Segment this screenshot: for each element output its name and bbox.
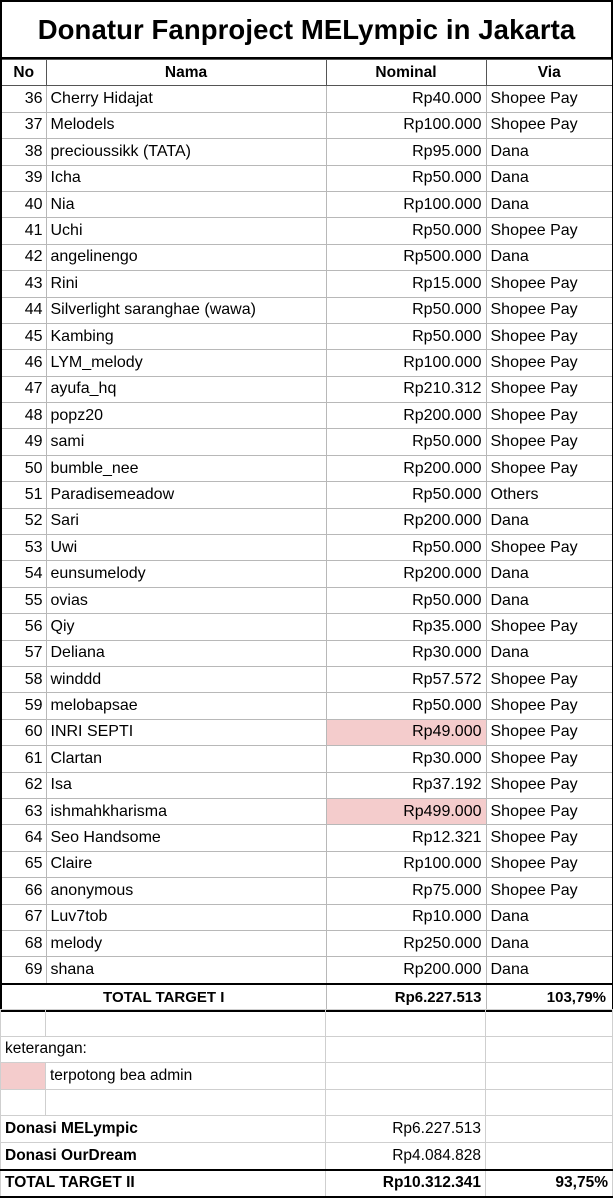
row-via[interactable]: Dana [486,139,613,165]
row-nama[interactable]: Cherry Hidajat [46,86,326,112]
row-via[interactable]: Shopee Pay [486,218,613,244]
row-nama[interactable]: Seo Handsome [46,825,326,851]
cell[interactable] [326,1036,486,1063]
legend-row [1,1063,613,1090]
row-nominal[interactable]: Rp500.000 [326,244,486,270]
row-nama[interactable]: Deliana [46,640,326,666]
total-target-2-row [1,1170,613,1198]
table-row [1,376,613,402]
row-nama[interactable]: sami [46,429,326,455]
table-row [1,244,613,270]
row-nama[interactable]: ovias [46,587,326,613]
row-nominal[interactable]: Rp100.000 [326,350,486,376]
donor-table [0,59,613,1012]
header-row [1,60,613,86]
row-nama[interactable]: anonymous [46,878,326,904]
table-row [1,86,613,112]
cell[interactable] [486,1116,613,1143]
table-row [1,825,613,851]
row-nama[interactable]: popz20 [46,403,326,429]
row-no[interactable]: 64 [1,825,46,851]
row-via[interactable]: Shopee Pay [486,746,613,772]
row-nama[interactable]: Nia [46,191,326,217]
row-nama[interactable]: Paradisemeadow [46,482,326,508]
legend-heading[interactable]: keterangan: [1,1036,326,1063]
table-row [1,746,613,772]
summary-label[interactable]: Donasi MELympic [1,1116,326,1143]
row-no[interactable]: 56 [1,614,46,640]
row-no[interactable]: 46 [1,350,46,376]
table-row [1,614,613,640]
summary-label[interactable]: Donasi OurDream [1,1142,326,1169]
col-header-via[interactable]: Via [486,60,613,86]
table-row [1,772,613,798]
row-nominal[interactable]: Rp50.000 [326,323,486,349]
row-no[interactable]: 54 [1,561,46,587]
row-nama[interactable]: melody [46,930,326,956]
cell[interactable] [46,1089,326,1116]
table-row [1,165,613,191]
row-nama[interactable]: Uwi [46,535,326,561]
total-target-1-percent[interactable]: 103,79% [486,984,613,1011]
cell[interactable] [326,1010,486,1037]
row-no[interactable]: 66 [1,878,46,904]
total-target-1-row [1,984,613,1011]
row-via[interactable]: Shopee Pay [486,403,613,429]
cell[interactable] [1,1089,46,1116]
table-row [1,350,613,376]
row-via[interactable]: Shopee Pay [486,429,613,455]
row-no[interactable]: 59 [1,693,46,719]
row-via[interactable]: Shopee Pay [486,112,613,138]
row-no[interactable]: 62 [1,772,46,798]
cell[interactable] [486,1089,613,1116]
row-no[interactable]: 57 [1,640,46,666]
row-no[interactable]: 67 [1,904,46,930]
row-nominal[interactable]: Rp50.000 [326,587,486,613]
total-target-2-percent[interactable]: 93,75% [486,1170,613,1198]
row-nominal[interactable]: Rp49.000 [326,719,486,745]
row-nama[interactable]: Rini [46,271,326,297]
total-target-2-nominal[interactable]: Rp10.312.341 [326,1170,486,1198]
legend-heading-row [1,1036,613,1063]
row-no[interactable]: 53 [1,535,46,561]
row-no[interactable]: 60 [1,719,46,745]
total-target-1-nominal[interactable]: Rp6.227.513 [326,984,486,1011]
table-row [1,271,613,297]
row-via[interactable]: Shopee Pay [486,719,613,745]
row-nominal[interactable]: Rp200.000 [326,561,486,587]
row-via[interactable]: Dana [486,191,613,217]
table-row [1,878,613,904]
row-no[interactable]: 44 [1,297,46,323]
row-nama[interactable]: Silverlight saranghae (wawa) [46,297,326,323]
table-row [1,403,613,429]
row-nominal[interactable]: Rp50.000 [326,429,486,455]
row-no[interactable]: 45 [1,323,46,349]
col-header-nama[interactable]: Nama [46,60,326,86]
table-row [1,323,613,349]
total-target-2-label[interactable]: TOTAL TARGET II [1,1170,326,1198]
table-row [1,904,613,930]
table-row [1,693,613,719]
row-nominal[interactable]: Rp50.000 [326,165,486,191]
col-header-nominal[interactable]: Nominal [326,60,486,86]
row-nominal[interactable]: Rp200.000 [326,957,486,984]
row-no[interactable]: 40 [1,191,46,217]
row-nama[interactable]: Sari [46,508,326,534]
row-nominal[interactable]: Rp50.000 [326,535,486,561]
row-nominal[interactable]: Rp250.000 [326,930,486,956]
blank-row [1,1010,613,1037]
row-no[interactable]: 48 [1,403,46,429]
table-row [1,297,613,323]
row-via[interactable]: Shopee Pay [486,271,613,297]
cell[interactable] [486,1010,613,1037]
row-via[interactable]: Dana [486,930,613,956]
row-no[interactable]: 43 [1,271,46,297]
table-row [1,640,613,666]
row-nama[interactable]: Uchi [46,218,326,244]
row-nominal[interactable]: Rp100.000 [326,191,486,217]
row-via[interactable]: Shopee Pay [486,666,613,692]
row-no[interactable]: 42 [1,244,46,270]
row-no[interactable]: 63 [1,798,46,824]
summary-table [0,1009,613,1198]
sheet-title: Donatur Fanproject MELympic in Jakarta [0,0,613,59]
row-nama[interactable]: Kambing [46,323,326,349]
table-row [1,429,613,455]
donor-rows [1,86,613,984]
row-nama[interactable]: LYM_melody [46,350,326,376]
row-via[interactable]: Dana [486,957,613,984]
table-row [1,957,613,984]
row-nama[interactable]: shana [46,957,326,984]
row-via[interactable]: Dana [486,165,613,191]
row-via[interactable]: Shopee Pay [486,323,613,349]
row-no[interactable]: 52 [1,508,46,534]
cell[interactable] [486,1063,613,1090]
row-no[interactable]: 65 [1,851,46,877]
row-via[interactable]: Shopee Pay [486,851,613,877]
summary-nominal[interactable]: Rp4.084.828 [326,1142,486,1169]
row-nominal[interactable]: Rp10.000 [326,904,486,930]
row-nama[interactable]: ayufa_hq [46,376,326,402]
row-via[interactable]: Shopee Pay [486,297,613,323]
row-nominal[interactable]: Rp75.000 [326,878,486,904]
row-nama[interactable]: Icha [46,165,326,191]
row-no[interactable]: 61 [1,746,46,772]
table-row [1,191,613,217]
row-nominal[interactable]: Rp30.000 [326,746,486,772]
table-row [1,112,613,138]
row-via[interactable]: Shopee Pay [486,878,613,904]
row-via[interactable]: Shopee Pay [486,772,613,798]
row-no[interactable]: 37 [1,112,46,138]
row-via[interactable]: Shopee Pay [486,455,613,481]
summary-nominal[interactable]: Rp6.227.513 [326,1116,486,1143]
summary-row-melympic [1,1116,613,1143]
col-header-no[interactable]: No [1,60,46,86]
row-nama[interactable]: melobapsae [46,693,326,719]
cell[interactable] [326,1063,486,1090]
row-no[interactable]: 36 [1,86,46,112]
row-via[interactable]: Others [486,482,613,508]
row-nominal[interactable]: Rp100.000 [326,851,486,877]
row-nama[interactable]: Claire [46,851,326,877]
row-via[interactable]: Dana [486,561,613,587]
row-nominal[interactable]: Rp200.000 [326,403,486,429]
table-row [1,587,613,613]
row-nominal[interactable]: Rp15.000 [326,271,486,297]
row-nama[interactable]: Melodels [46,112,326,138]
row-nominal[interactable]: Rp37.192 [326,772,486,798]
row-nama[interactable]: angelinengo [46,244,326,270]
row-via[interactable]: Shopee Pay [486,86,613,112]
row-nominal[interactable]: Rp30.000 [326,640,486,666]
table-row [1,455,613,481]
row-no[interactable]: 38 [1,139,46,165]
row-no[interactable]: 49 [1,429,46,455]
row-via[interactable]: Shopee Pay [486,376,613,402]
row-nama[interactable]: precioussikk (TATA) [46,139,326,165]
row-via[interactable]: Dana [486,244,613,270]
row-no[interactable]: 58 [1,666,46,692]
row-via[interactable]: Shopee Pay [486,535,613,561]
table-row [1,561,613,587]
row-via[interactable]: Shopee Pay [486,825,613,851]
row-nominal[interactable]: Rp50.000 [326,693,486,719]
row-nominal[interactable]: Rp50.000 [326,218,486,244]
legend-pink-swatch[interactable] [1,1063,46,1090]
summary-row-ourdream [1,1142,613,1169]
row-nama[interactable]: Isa [46,772,326,798]
table-row [1,508,613,534]
row-nama[interactable]: eunsumelody [46,561,326,587]
row-nama[interactable]: Qiy [46,614,326,640]
row-via[interactable]: Dana [486,904,613,930]
row-no[interactable]: 51 [1,482,46,508]
row-nominal[interactable]: Rp12.321 [326,825,486,851]
table-row [1,482,613,508]
cell[interactable] [486,1142,613,1169]
row-nama[interactable]: winddd [46,666,326,692]
table-row [1,719,613,745]
cell[interactable] [486,1036,613,1063]
table-row [1,218,613,244]
legend-pink-label[interactable]: terpotong bea admin [46,1063,326,1090]
table-row [1,798,613,824]
row-via[interactable]: Shopee Pay [486,350,613,376]
row-via[interactable]: Shopee Pay [486,798,613,824]
row-no[interactable]: 39 [1,165,46,191]
table-row [1,851,613,877]
row-no[interactable]: 55 [1,587,46,613]
row-nominal[interactable]: Rp35.000 [326,614,486,640]
row-nominal[interactable]: Rp100.000 [326,112,486,138]
cell[interactable] [46,1010,326,1037]
row-nominal[interactable]: Rp95.000 [326,139,486,165]
table-row [1,930,613,956]
row-via[interactable]: Dana [486,640,613,666]
row-nama[interactable]: Luv7tob [46,904,326,930]
row-via[interactable]: Dana [486,508,613,534]
table-row [1,139,613,165]
row-nominal[interactable]: Rp50.000 [326,297,486,323]
row-via[interactable]: Shopee Pay [486,693,613,719]
row-nominal[interactable]: Rp499.000 [326,798,486,824]
table-row [1,666,613,692]
row-nama[interactable]: INRI SEPTI [46,719,326,745]
row-via[interactable]: Shopee Pay [486,614,613,640]
row-nama[interactable]: bumble_nee [46,455,326,481]
row-nama[interactable]: ishmahkharisma [46,798,326,824]
row-no[interactable]: 68 [1,930,46,956]
row-via[interactable]: Dana [486,587,613,613]
row-nominal[interactable]: Rp50.000 [326,482,486,508]
row-no[interactable]: 69 [1,957,46,984]
row-nominal[interactable]: Rp210.312 [326,376,486,402]
row-nominal[interactable]: Rp200.000 [326,455,486,481]
blank-row [1,1089,613,1116]
row-nama[interactable]: Clartan [46,746,326,772]
row-nominal[interactable]: Rp57.572 [326,666,486,692]
total-target-1-label[interactable]: TOTAL TARGET I [1,984,326,1011]
row-nominal[interactable]: Rp200.000 [326,508,486,534]
row-nominal[interactable]: Rp40.000 [326,86,486,112]
row-no[interactable]: 50 [1,455,46,481]
cell[interactable] [326,1089,486,1116]
row-no[interactable]: 47 [1,376,46,402]
table-row [1,535,613,561]
row-no[interactable]: 41 [1,218,46,244]
cell[interactable] [1,1010,46,1037]
